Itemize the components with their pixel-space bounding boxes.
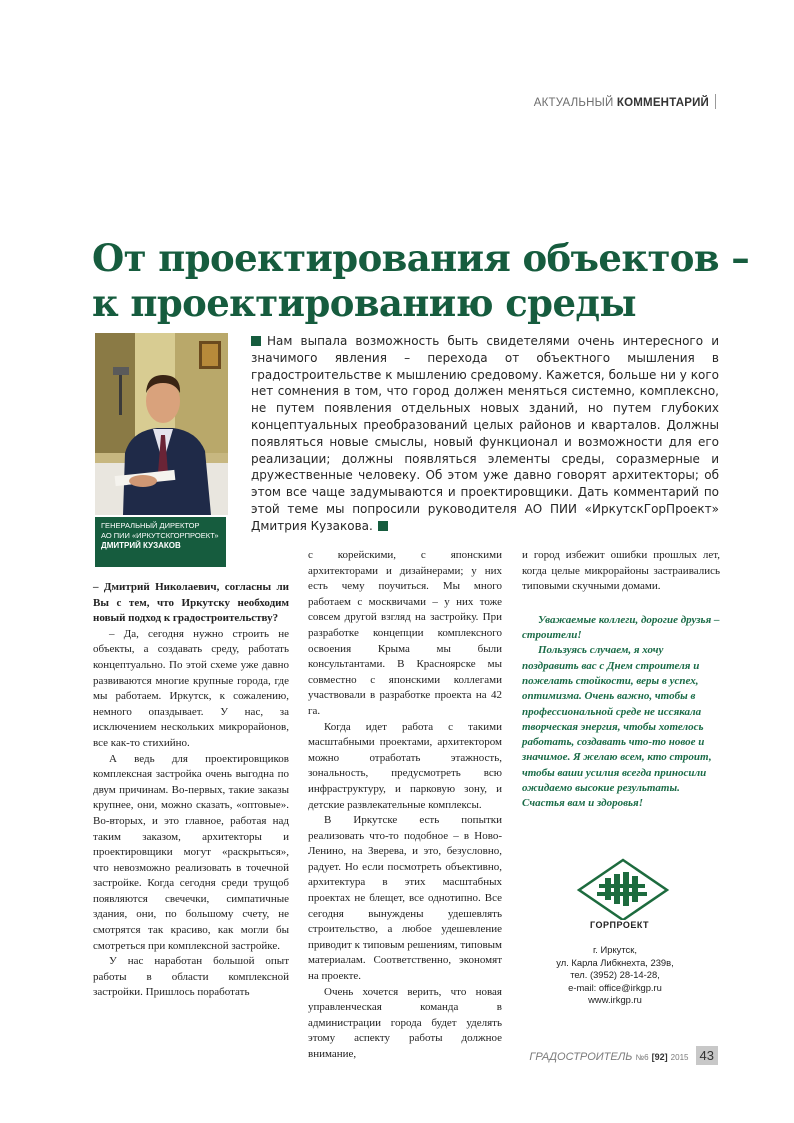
section-header xyxy=(534,94,716,109)
portrait-photo xyxy=(95,333,228,515)
paragraph: и город избежит ошибки прошлых лет, когда целые микрорайоны застраивались типовыми скучными домами. xyxy=(522,549,720,593)
section-header-light: АКТУАЛЬНЫЙ xyxy=(533,97,614,109)
gorproekt-logo-icon xyxy=(575,858,671,920)
logo-name: ГОРПРОЕКТ xyxy=(590,920,650,930)
contact-website: www.irkgp.ru xyxy=(588,994,642,1006)
lead-start-square-icon xyxy=(251,336,261,346)
greeting-salutation: Уважаемые коллеги, дорогие друзья – строители! xyxy=(522,613,720,642)
greeting-block xyxy=(522,613,720,812)
caption-company: АО ПИИ «ИРКУТСКГОРПРОЕКТ» xyxy=(101,531,219,540)
paragraph: А ведь для проектировщиков комплексная застройка очень выгодна по двум причинам. Во-первых, такие заказы крупнее, они, можно сказать, «оптовые». Во-вторых, и это главное, работая над таким заказом, архитекторы и проектировщики могут «раскрыться», что невозможно реализовать в точечной застройке. Когда сегодня среди трущоб появляются свечечки, симпатичные здания, они, по большому счету, не смотрятся так красиво, как могли бы смотреться при комплексной застройке. xyxy=(93,752,289,952)
section-header-bold: КОММЕНТАРИЙ xyxy=(616,97,709,109)
paragraph: У нас наработан большой опыт работы в области комплексной застройки. Пришлось поработать xyxy=(93,955,289,999)
contact-email: e-mail: office@irkgp.ru xyxy=(568,981,662,993)
interview-question: – Дмитрий Николаевич, согласны ли Вы с тем, что Иркутску необходим новый подход к градостроительству? xyxy=(93,581,289,625)
company-logo xyxy=(575,858,671,925)
photo-caption xyxy=(95,517,226,567)
page-number: 43 xyxy=(696,1046,718,1065)
paragraph: В Иркутске есть попытки реализовать что-то подобное – в Ново-Ленино, на Зверева, и это, безусловно, радует. Но если посмотреть объективно, архитектура в этих масштабных проектах не блещет, все однотипно. Все сегодня вынуждены удешевлять строительство, а любое удешевление приводит к типовым решениям, типовым материалам. Соответственно, экономят на проекте. xyxy=(308,814,502,983)
text-column-1 xyxy=(93,580,289,1001)
paragraph: Очень хочется верить, что новая управленческая команда в администрации города будет уделять этому аспекту работы должное внимание, xyxy=(308,985,502,1060)
footer-total-issue: [92] xyxy=(651,1052,668,1062)
caption-position: ГЕНЕРАЛЬНЫЙ ДИРЕКТОР xyxy=(101,521,200,530)
lead-paragraph xyxy=(251,333,719,535)
paragraph: Когда идет работа с такими масштабными проектами, архитектором можно отработать этажность, зональность, предусмотреть всю инфраструктуру, и парковую зону, и детские развлекательные комплексы. xyxy=(308,720,502,811)
lead-text: Нам выпала возможность быть свидетелями очень интересного и значимого явления – перехода от объектного мышления в градостроительстве к мышлению средовому. Кажется, больше ни у кого нет сомнения в том, что город должен меняться системно, комплексно, не путем появления отдельных новых зданий, но путем глубоких концептуальных преобразований целых районов и кварталов. Должны появляться новые смыслы, новый функционал и возможности для его реализации; должны появляться элементы среды, соразмерные и дружественные человеку. Об этом уже давно говорят архитекторы; об этом все чаще задумываются и проектировщики. Дать комментарий по этой теме мы попросили руководителя АО ПИИ «ИркутскГорПроект» Дмитрия Кузакова. xyxy=(251,334,719,533)
article-title-line-1: От проектирования объектов – xyxy=(92,236,750,280)
text-column-2 xyxy=(308,548,502,1063)
paragraph: – Да, сегодня нужно строить не объекты, а создавать среду, работать концептуально. По этой схеме уже давно развиваются многие крупные города, где мы работаем. Иркутск, к сожалению, немного опаздывает. У нас, за исключением нескольких микрорайонов, все как-то стихийно. xyxy=(93,627,289,749)
article-title-line-2: к проектированию среды xyxy=(92,281,636,325)
text-column-3 xyxy=(522,548,720,812)
paragraph: с корейскими, с японскими архитекторами и дизайнерами; у них есть чему поучиться. Мы много работаем с москвичами – у них тоже совсем другой взгляд на застройку. При разработке концепции комплексного освоения Крыма мы были консультантами. В Красноярске мы совместно с японскими коллегами участвовали в разработке проекта на 42 га. xyxy=(308,549,502,717)
lead-end-square-icon xyxy=(378,521,388,531)
contacts-block xyxy=(540,944,690,1007)
greeting-body: Пользуясь случаем, я хочу поздравить вас с Днем строителя и пожелать стойкости, веры в успех, оптимизма. Очень важно, чтобы в профессиональной среде не иссякала творческая энергия, чтобы хотелось работать, создавать что-то новое и значимое. Я желаю всем, кто строит, чтобы ваши усилия всегда приносили ожидаемо высокие результаты. Счастья вам и здоровья! xyxy=(522,644,712,810)
footer-issue: №6 xyxy=(635,1053,649,1062)
contact-city: г. Иркутск, xyxy=(593,944,637,955)
article-title xyxy=(92,236,752,326)
portrait-illustration xyxy=(95,333,228,515)
contact-phone: тел. (3952) 28-14-28, xyxy=(570,969,660,981)
caption-person-name: ДМИТРИЙ КУЗАКОВ xyxy=(101,541,181,550)
footer-magazine: ГРАДОСТРОИТЕЛЬ xyxy=(529,1051,633,1063)
page-footer xyxy=(529,1046,718,1065)
contact-address: ул. Карла Либкнехта, 239в, xyxy=(556,956,674,968)
header-divider xyxy=(715,94,716,109)
footer-year: 2015 xyxy=(670,1053,689,1062)
